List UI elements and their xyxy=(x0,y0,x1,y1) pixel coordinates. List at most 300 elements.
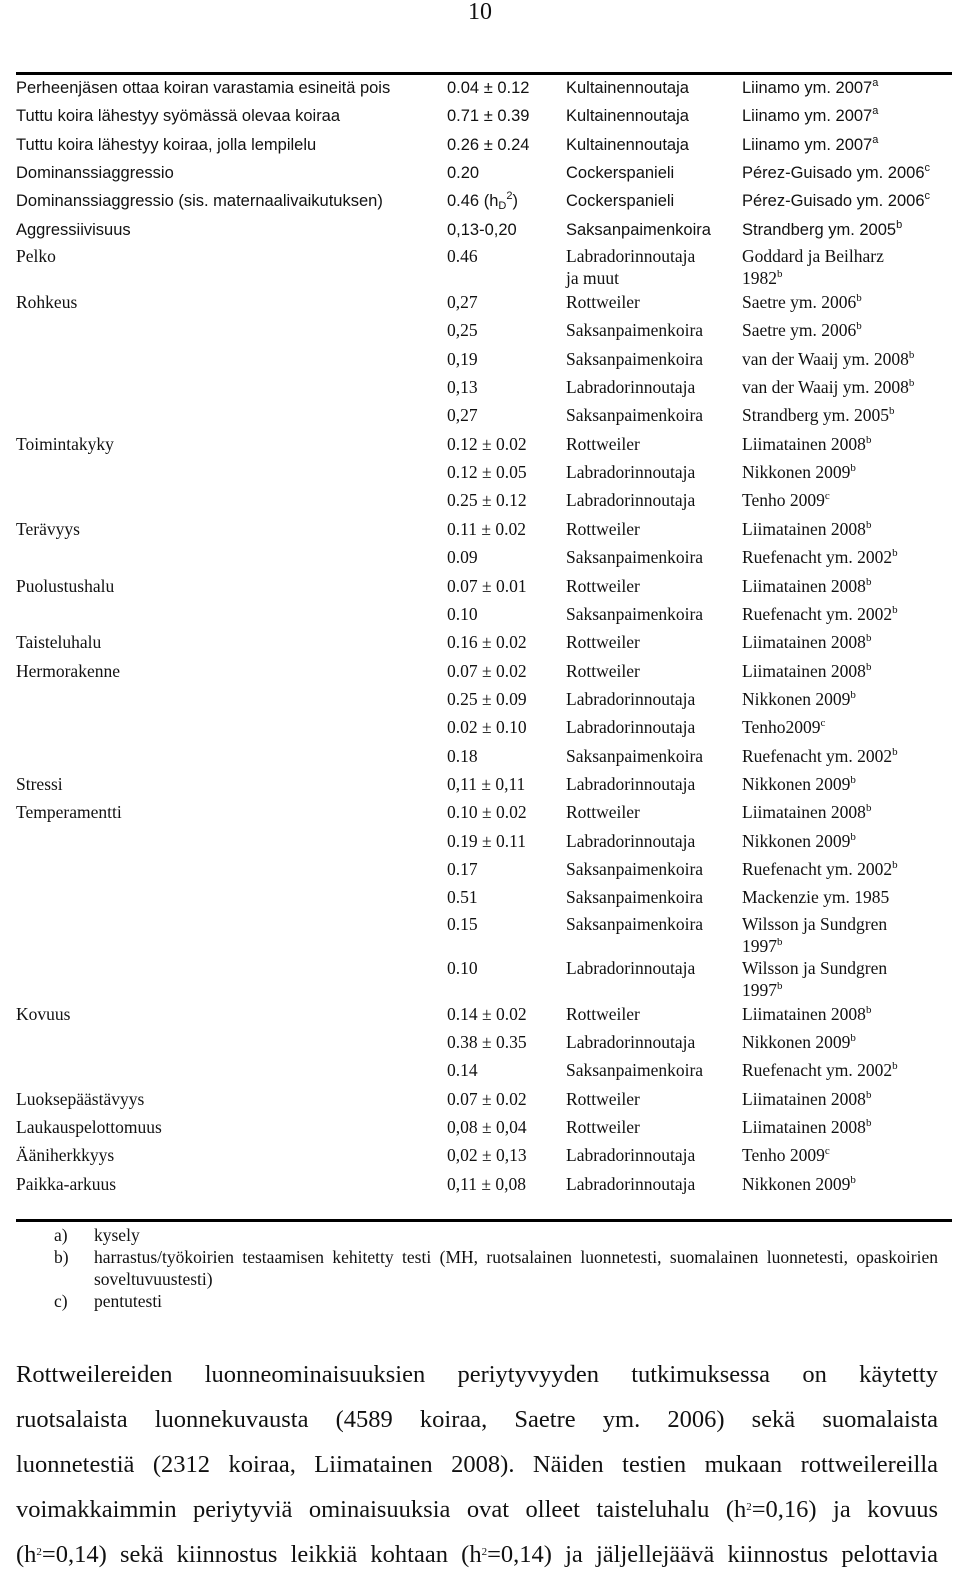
trait-label: Hermorakenne xyxy=(16,660,120,681)
reference-cell xyxy=(742,601,952,629)
trait-cell xyxy=(16,160,447,188)
table-row xyxy=(16,544,952,572)
trait-cell xyxy=(16,245,447,289)
reference-cell xyxy=(742,374,952,402)
heritability-cell xyxy=(447,856,566,884)
breed-name: Saksanpaimenkoira xyxy=(566,1060,704,1081)
table-row xyxy=(16,1001,952,1029)
breed-name: Rottweiler xyxy=(566,1117,640,1137)
reference-cell xyxy=(742,188,952,216)
footnote-marker: b xyxy=(892,745,898,758)
breed-name: Labradorinnoutaja xyxy=(566,377,696,398)
trait-cell xyxy=(16,317,447,345)
footnote-marker: b xyxy=(865,1003,872,1016)
trait-cell xyxy=(16,884,447,912)
reference-text: Liimatainen 2008 xyxy=(742,660,866,681)
breed-name: Rottweiler xyxy=(566,433,640,454)
heritability-value: 0.46 xyxy=(447,246,478,267)
footnote-marker: b xyxy=(865,575,872,588)
table-row xyxy=(16,714,952,742)
breed-cell xyxy=(566,1029,742,1057)
footnote-marker: b xyxy=(865,433,872,446)
reference-cell xyxy=(742,544,952,572)
reference-cell xyxy=(742,913,952,957)
breed-cell xyxy=(566,459,742,487)
reference-cell xyxy=(742,459,952,487)
reference-text: Pérez-Guisado ym. 2006 xyxy=(742,192,925,211)
reference-cell xyxy=(742,289,952,317)
breed-name: Kultainennoutaja xyxy=(566,79,689,97)
trait-cell xyxy=(16,1029,447,1057)
trait-label: Toimintakyky xyxy=(16,433,114,454)
reference-text: Liimatainen 2008 xyxy=(742,433,866,454)
trait-cell xyxy=(16,714,447,742)
breed-name: Kultainennoutaja xyxy=(566,107,689,126)
table-row xyxy=(16,289,952,317)
heritability-cell xyxy=(447,601,566,629)
trait-cell xyxy=(16,402,447,430)
reference-text: Liinamo ym. 2007 xyxy=(742,135,873,154)
breed-cell xyxy=(566,856,742,884)
trait-cell xyxy=(16,913,447,957)
heritability-value-end: ) xyxy=(512,192,518,211)
footnote-marker: b xyxy=(908,348,915,361)
reference-text: Liimatainen 2008 xyxy=(742,1117,866,1137)
table-body xyxy=(16,75,952,1199)
breed-name: Rottweiler xyxy=(566,292,640,313)
trait-label: Paikka-arkuus xyxy=(16,1173,117,1194)
reference-cell xyxy=(742,132,952,160)
reference-cell xyxy=(742,686,952,714)
body-text-segment: (h xyxy=(16,1541,37,1568)
footnote-marker: b xyxy=(777,268,783,281)
trait-label: Luoksepäästävyys xyxy=(16,1088,145,1109)
breed-cell xyxy=(566,487,742,515)
table-row xyxy=(16,658,952,686)
trait-cell xyxy=(16,1001,447,1029)
reference-text-cont: 1997 xyxy=(742,935,777,956)
heritability-value: 0.10 xyxy=(447,603,478,624)
reference-text: Tenho 2009 xyxy=(742,1145,825,1166)
breed-cell xyxy=(566,544,742,572)
table-row xyxy=(16,1086,952,1114)
breed-name: Cockerspanieli xyxy=(566,192,675,211)
trait-cell xyxy=(16,957,447,1001)
breed-cell xyxy=(566,601,742,629)
trait-cell xyxy=(16,1114,447,1142)
breed-cell xyxy=(566,799,742,827)
breed-name: Rottweiler xyxy=(566,660,640,681)
trait-cell xyxy=(16,629,447,657)
trait-label: Perheenjäsen ottaa koiran varastamia esineitä pois xyxy=(16,79,391,97)
reference-cell xyxy=(742,1086,952,1114)
table-row xyxy=(16,459,952,487)
heritability-value: 0.15 xyxy=(447,913,478,934)
reference-text: Wilsson ja Sundgren xyxy=(742,957,888,978)
heritability-cell xyxy=(447,317,566,345)
footnote-marker: b xyxy=(865,802,872,815)
reference-text: Tenho 2009 xyxy=(742,490,825,511)
heritability-value: 0.14 ± 0.02 xyxy=(447,1003,527,1024)
footnote-marker: b xyxy=(865,632,872,645)
heritability-cell xyxy=(447,957,566,1001)
reference-text: Nikkonen 2009 xyxy=(742,462,851,483)
table-row xyxy=(16,573,952,601)
breed-name-cont: ja muut xyxy=(566,268,619,289)
heritability-cell xyxy=(447,431,566,459)
heritability-value: 0,02 ± 0,13 xyxy=(447,1145,527,1166)
table-row xyxy=(16,346,952,374)
heritability-value: 0.02 ± 0.10 xyxy=(447,717,527,738)
breed-name: Saksanpaimenkoira xyxy=(566,603,704,624)
heritability-value: 0,19 xyxy=(447,348,478,369)
breed-cell xyxy=(566,431,742,459)
table-row xyxy=(16,799,952,827)
heritability-cell xyxy=(447,1114,566,1142)
heritability-cell xyxy=(447,245,566,289)
heritability-value: 0.71 ± 0.39 xyxy=(447,107,530,126)
reference-cell xyxy=(742,1029,952,1057)
heritability-cell xyxy=(447,573,566,601)
reference-text: Goddard ja Beilharz xyxy=(742,246,884,267)
table-bottom-rule xyxy=(16,1219,952,1222)
trait-cell xyxy=(16,431,447,459)
breed-name: Labradorinnoutaja xyxy=(566,773,696,794)
breed-name: Labradorinnoutaja xyxy=(566,830,696,851)
breed-name: Kultainennoutaja xyxy=(566,135,689,154)
heritability-cell xyxy=(447,629,566,657)
reference-text: Ruefenacht ym. 2002 xyxy=(742,603,893,624)
trait-cell xyxy=(16,289,447,317)
reference-text: Wilsson ja Sundgren xyxy=(742,913,888,934)
body-line xyxy=(16,1532,938,1577)
footnote-text: kysely xyxy=(94,1225,140,1245)
reference-cell xyxy=(742,431,952,459)
reference-cell xyxy=(742,103,952,131)
heritability-cell xyxy=(447,1086,566,1114)
heritability-value: 0,27 xyxy=(447,405,478,426)
heritability-cell xyxy=(447,658,566,686)
heritability-value: 0.25 ± 0.09 xyxy=(447,688,527,709)
reference-text: Nikkonen 2009 xyxy=(742,773,851,794)
trait-label: Puolustushalu xyxy=(16,575,115,596)
breed-name: Saksanpaimenkoira xyxy=(566,858,704,879)
reference-cell xyxy=(742,828,952,856)
trait-cell xyxy=(16,573,447,601)
reference-cell xyxy=(742,245,952,289)
table-row xyxy=(16,1029,952,1057)
reference-cell xyxy=(742,516,952,544)
table-row xyxy=(16,374,952,402)
reference-text: van der Waaij ym. 2008 xyxy=(742,377,909,398)
reference-text: Liimatainen 2008 xyxy=(742,575,866,596)
body-paragraph xyxy=(16,1352,938,1577)
breed-cell xyxy=(566,658,742,686)
reference-text: Saetre ym. 2006 xyxy=(742,320,857,341)
footnote-marker: b xyxy=(892,547,898,560)
footnote-marker: b xyxy=(850,462,856,475)
trait-cell xyxy=(16,132,447,160)
breed-cell xyxy=(566,1114,742,1142)
footnote-marker: b xyxy=(888,405,895,418)
breed-name: Labradorinnoutaja xyxy=(566,688,696,709)
heritability-value: 0.51 xyxy=(447,887,478,908)
footnote-marker: b xyxy=(892,603,898,616)
reference-text: Liimatainen 2008 xyxy=(742,518,866,539)
table-row xyxy=(16,217,952,245)
reference-cell xyxy=(742,957,952,1001)
breed-cell xyxy=(566,771,742,799)
heritability-cell xyxy=(447,346,566,374)
breed-cell xyxy=(566,75,742,103)
breed-cell xyxy=(566,132,742,160)
heritability-cell xyxy=(447,132,566,160)
trait-label: Tuttu koira lähestyy syömässä olevaa koiraa xyxy=(16,107,341,126)
reference-cell xyxy=(742,714,952,742)
breed-name: Rottweiler xyxy=(566,1088,640,1109)
trait-label: Terävyys xyxy=(16,518,80,539)
breed-cell xyxy=(566,245,742,289)
page-number: 10 xyxy=(468,0,492,25)
heritability-value: 0.16 ± 0.02 xyxy=(447,632,527,653)
footnote-marker: b xyxy=(850,830,856,843)
reference-text: Liinamo ym. 2007 xyxy=(742,79,873,97)
footnote-marker: b xyxy=(865,1088,872,1101)
table-row xyxy=(16,132,952,160)
breed-cell xyxy=(566,1001,742,1029)
breed-name: Labradorinnoutaja xyxy=(566,246,696,267)
reference-text: Nikkonen 2009 xyxy=(742,1173,851,1194)
reference-cell xyxy=(742,629,952,657)
table-row xyxy=(16,103,952,131)
table-row xyxy=(16,828,952,856)
heritability-cell xyxy=(447,714,566,742)
reference-text: Pérez-Guisado ym. 2006 xyxy=(742,164,925,183)
trait-label: Dominanssiaggressio (sis. maternaalivaikutuksen) xyxy=(16,192,383,211)
heritability-value: 0.12 ± 0.05 xyxy=(447,462,527,483)
heritability-cell xyxy=(447,217,566,245)
reference-cell xyxy=(742,1001,952,1029)
breed-cell xyxy=(566,828,742,856)
breed-name: Saksanpaimenkoira xyxy=(566,320,704,341)
heritability-table xyxy=(16,75,952,1199)
breed-cell xyxy=(566,573,742,601)
trait-label: Stressi xyxy=(16,773,63,794)
breed-cell xyxy=(566,317,742,345)
breed-name: Labradorinnoutaja xyxy=(566,490,696,511)
trait-cell xyxy=(16,771,447,799)
table-row xyxy=(16,402,952,430)
breed-name: Rottweiler xyxy=(566,802,640,823)
reference-text: Ruefenacht ym. 2002 xyxy=(742,858,893,879)
breed-name: Labradorinnoutaja xyxy=(566,1145,696,1166)
footnote-marker: b xyxy=(856,320,862,333)
heritability-value: 0.14 xyxy=(447,1060,478,1081)
table-row xyxy=(16,1171,952,1199)
breed-cell xyxy=(566,160,742,188)
reference-text: Ruefenacht ym. 2002 xyxy=(742,547,893,568)
breed-cell xyxy=(566,346,742,374)
heritability-cell xyxy=(447,1001,566,1029)
reference-cell xyxy=(742,799,952,827)
trait-cell xyxy=(16,1086,447,1114)
footnote-marker: a xyxy=(872,105,879,118)
reference-cell xyxy=(742,160,952,188)
reference-text: Strandberg ym. 2005 xyxy=(742,220,897,239)
body-text-segment: =0,16) ja kovuus xyxy=(751,1496,938,1523)
heritability-cell xyxy=(447,1057,566,1085)
heritability-cell xyxy=(447,1142,566,1170)
trait-cell xyxy=(16,828,447,856)
body-text-segment: =0,14) sekä kiinnostus leikkiä kohtaan (h xyxy=(41,1541,482,1568)
footnote-marker: b xyxy=(850,1031,856,1044)
footnote-marker: b xyxy=(856,292,862,305)
table-row xyxy=(16,884,952,912)
breed-name: Rottweiler xyxy=(566,632,640,653)
heritability-value: 0,13 xyxy=(447,377,478,398)
heritability-value: 0,13-0,20 xyxy=(447,220,517,239)
heritability-value: 0.07 ± 0.02 xyxy=(447,660,527,681)
breed-cell xyxy=(566,1171,742,1199)
breed-cell xyxy=(566,374,742,402)
reference-cell xyxy=(742,743,952,771)
reference-text: Liinamo ym. 2007 xyxy=(742,107,873,126)
breed-name: Rottweiler xyxy=(566,575,640,596)
superscript: 2 xyxy=(481,1546,488,1558)
heritability-cell xyxy=(447,1029,566,1057)
breed-cell xyxy=(566,629,742,657)
trait-cell xyxy=(16,856,447,884)
heritability-cell xyxy=(447,771,566,799)
footnote-marker: b xyxy=(892,1060,898,1073)
heritability-cell xyxy=(447,828,566,856)
trait-label: Rohkeus xyxy=(16,292,78,313)
breed-name: Rottweiler xyxy=(566,1003,640,1024)
superscript: 2 xyxy=(746,1501,752,1513)
reference-text: Liimatainen 2008 xyxy=(742,632,866,653)
breed-name: Labradorinnoutaja xyxy=(566,462,696,483)
trait-cell xyxy=(16,487,447,515)
breed-name: Saksanpaimenkoira xyxy=(566,547,704,568)
trait-cell xyxy=(16,1057,447,1085)
reference-cell xyxy=(742,346,952,374)
trait-cell xyxy=(16,75,447,103)
heritability-value: 0.19 ± 0.11 xyxy=(447,830,526,851)
table-row xyxy=(16,75,952,103)
footnote-marker: a xyxy=(872,77,879,89)
reference-text: Liimatainen 2008 xyxy=(742,1003,866,1024)
breed-cell xyxy=(566,1057,742,1085)
trait-label: Dominanssiaggressio xyxy=(16,164,174,183)
footnote-marker: b xyxy=(850,1173,856,1186)
trait-label: Aggressiivisuus xyxy=(16,220,131,239)
table-row xyxy=(16,516,952,544)
reference-cell xyxy=(742,573,952,601)
heritability-cell xyxy=(447,374,566,402)
subscript: D xyxy=(498,200,507,213)
breed-name: Labradorinnoutaja xyxy=(566,717,696,738)
breed-cell xyxy=(566,714,742,742)
footnote-a xyxy=(54,1224,938,1246)
breed-name: Saksanpaimenkoira xyxy=(566,348,704,369)
reference-text-cont: 1982 xyxy=(742,268,777,289)
table-row xyxy=(16,1142,952,1170)
footnotes xyxy=(54,1224,938,1312)
breed-cell xyxy=(566,686,742,714)
breed-name: Saksanpaimenkoira xyxy=(566,405,704,426)
footnote-marker: b xyxy=(777,935,783,948)
breed-cell xyxy=(566,103,742,131)
breed-cell xyxy=(566,217,742,245)
table-row xyxy=(16,913,952,957)
trait-label: Tuttu koira lähestyy koiraa, jolla lempilelu xyxy=(16,135,317,154)
heritability-value: 0,27 xyxy=(447,292,478,313)
heritability-value: 0.07 ± 0.01 xyxy=(447,575,527,596)
heritability-cell xyxy=(447,799,566,827)
body-line: ruotsalaista luonnekuvausta (4589 koiraa, Saetre ym. 2006) sekä suomalaista xyxy=(16,1406,938,1433)
heritability-value: 0.10 ± 0.02 xyxy=(447,802,527,823)
table-row xyxy=(16,160,952,188)
superscript: 2 xyxy=(506,190,513,203)
breed-cell xyxy=(566,289,742,317)
trait-cell xyxy=(16,188,447,216)
breed-name: Cockerspanieli xyxy=(566,164,675,183)
trait-cell xyxy=(16,743,447,771)
breed-cell xyxy=(566,1086,742,1114)
superscript: 2 xyxy=(36,1546,42,1558)
heritability-value: 0.17 xyxy=(447,858,478,879)
heritability-value: 0,11 ± 0,11 xyxy=(447,773,526,794)
reference-cell xyxy=(742,856,952,884)
breed-name: Saksanpaimenkoira xyxy=(566,913,704,934)
heritability-value: 0.46 (h xyxy=(447,192,499,211)
trait-cell xyxy=(16,459,447,487)
heritability-cell xyxy=(447,913,566,957)
table-row xyxy=(16,743,952,771)
trait-cell xyxy=(16,217,447,245)
trait-cell xyxy=(16,1142,447,1170)
footnote-b xyxy=(54,1246,938,1290)
heritability-value: 0.10 xyxy=(447,957,478,978)
heritability-value: 0.26 ± 0.24 xyxy=(447,135,530,154)
trait-cell xyxy=(16,544,447,572)
body-line: Rottweilereiden luonneominaisuuksien periytyvyyden tutkimuksessa on käytetty xyxy=(16,1361,938,1388)
table-row xyxy=(16,1057,952,1085)
reference-cell xyxy=(742,1142,952,1170)
heritability-value: 0.18 xyxy=(447,745,478,766)
heritability-cell xyxy=(447,544,566,572)
breed-cell xyxy=(566,188,742,216)
footnote-marker: c xyxy=(924,162,931,175)
footnote-marker: c xyxy=(924,190,931,203)
heritability-cell xyxy=(447,884,566,912)
footnote-marker: b xyxy=(865,1117,872,1129)
footnote-marker: c xyxy=(824,1145,830,1158)
trait-label: Ääniherkkyys xyxy=(16,1145,115,1166)
footnote-c xyxy=(54,1290,938,1312)
heritability-value: 0.07 ± 0.02 xyxy=(447,1088,527,1109)
reference-cell xyxy=(742,1057,952,1085)
table-row xyxy=(16,629,952,657)
reference-text: Nikkonen 2009 xyxy=(742,830,851,851)
table-row xyxy=(16,245,952,289)
heritability-cell xyxy=(447,459,566,487)
footnote-marker: b xyxy=(908,377,915,390)
table-row xyxy=(16,317,952,345)
heritability-value: 0.20 xyxy=(447,164,480,183)
body-line xyxy=(16,1487,938,1532)
heritability-cell xyxy=(447,686,566,714)
